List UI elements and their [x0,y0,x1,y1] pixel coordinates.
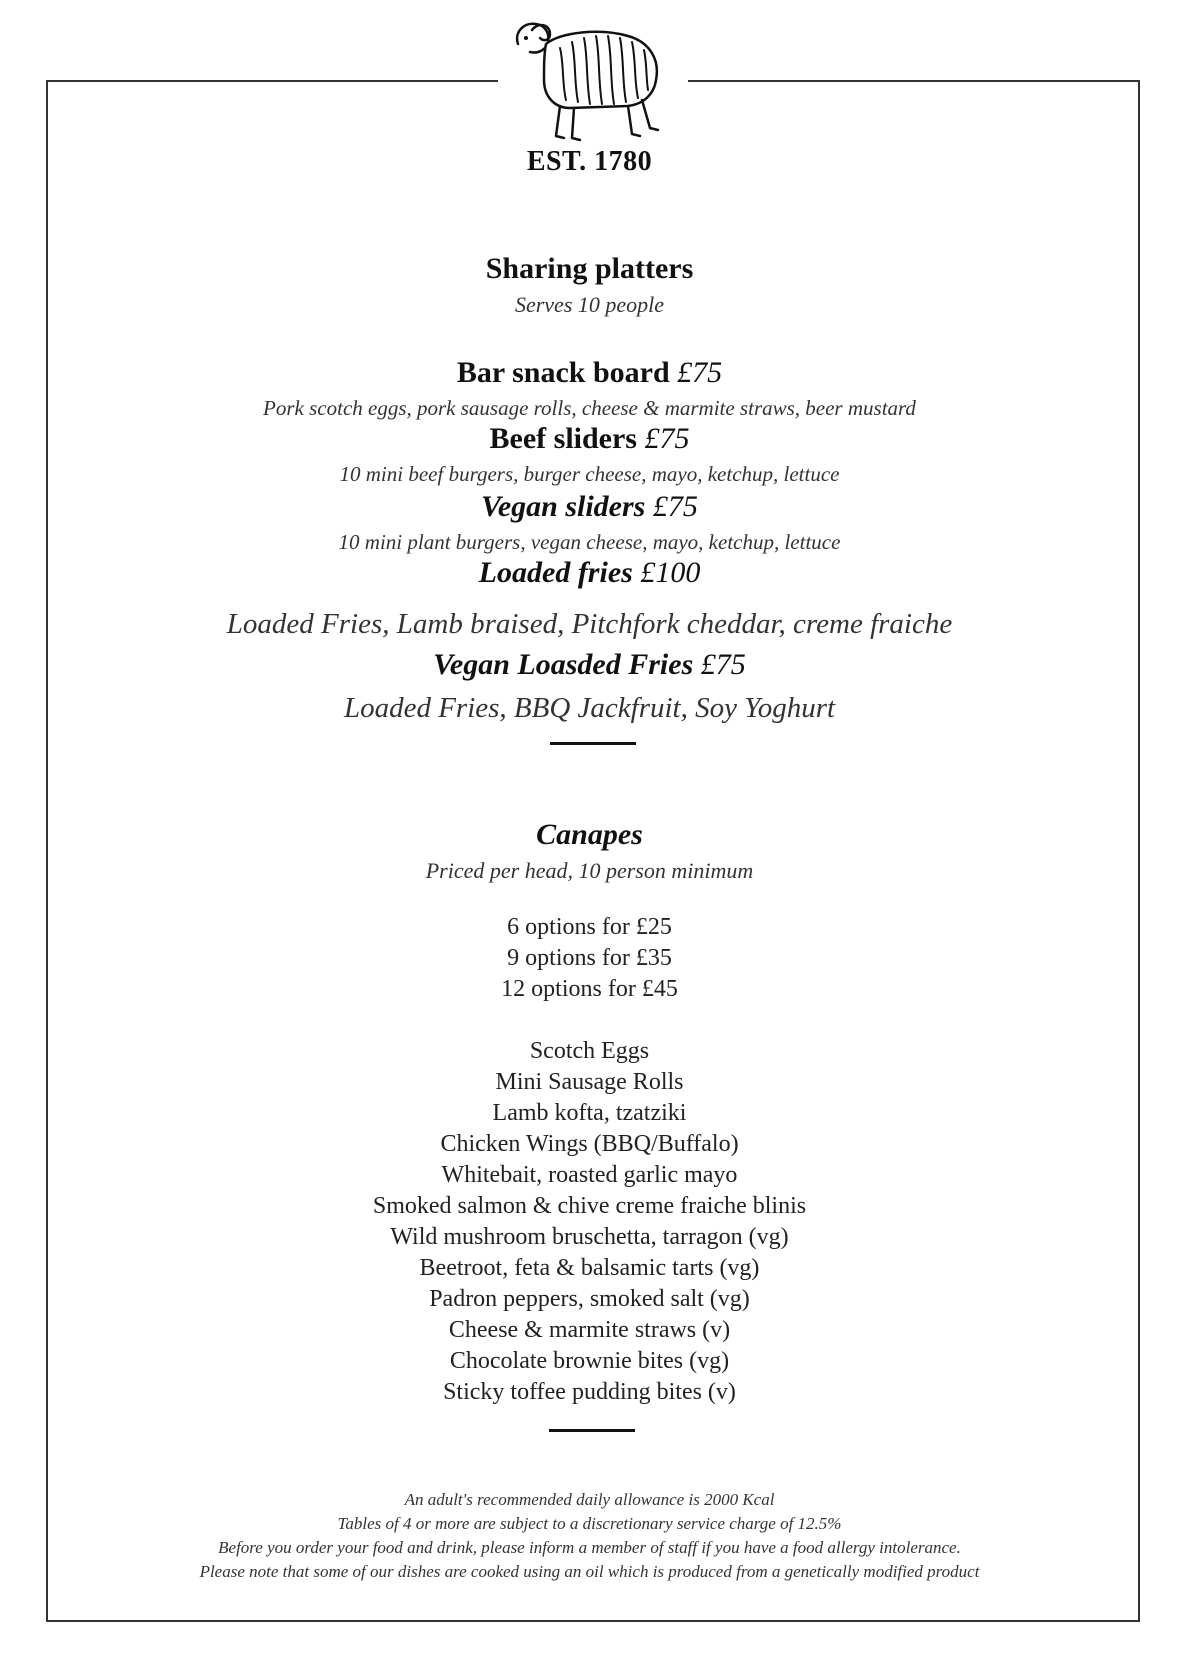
canape-item: Chicken Wings (BBQ/Buffalo) [440,1131,739,1157]
item-name: Vegan Loasded Fries [433,648,694,681]
canape-option: 9 options for £35 [507,945,672,971]
item-description: Loaded Fries, BBQ Jackfruit, Soy Yoghurt [343,692,836,724]
section-title-canapes: Canapes [536,818,643,851]
menu-item-beef-sliders [0,422,1179,456]
item-price: £100 [640,556,701,589]
item-description: 10 mini beef burgers, burger cheese, mayo, ketchup, lettuce [339,462,840,486]
section-subtitle-sharing: Serves 10 people [514,292,665,317]
footer-note: An adult's recommended daily allowance is 2000 Kcal [404,1490,775,1509]
canape-item: Sticky toffee pudding bites (v) [443,1379,736,1405]
frame-bottom [46,1620,1140,1622]
section-title-sharing: Sharing platters [485,252,694,285]
item-name: Vegan sliders [481,490,646,523]
item-name: Bar snack board [456,356,670,389]
canape-item: Whitebait, roasted garlic mayo [441,1162,738,1188]
item-price: £75 [700,648,746,681]
canape-item: Scotch Eggs [529,1038,650,1064]
item-price: £75 [644,422,690,455]
footer-note: Please note that some of our dishes are cooked using an oil which is produced from a genetically modified product [199,1562,980,1581]
item-price: £75 [677,356,723,389]
footer-note: Before you order your food and drink, please inform a member of staff if you have a food allergy intolerance. [218,1538,961,1557]
item-description: Loaded Fries, Lamb braised, Pitchfork cheddar, creme fraiche [226,608,953,640]
canape-item: Cheese & marmite straws (v) [448,1317,731,1343]
menu-item-vegan-sliders [0,490,1179,524]
menu-item-vegan-loaded-fries [0,648,1179,682]
frame-top-right [688,80,1140,82]
canape-item: Mini Sausage Rolls [495,1069,684,1095]
footer-note: Tables of 4 or more are subject to a discretionary service charge of 12.5% [337,1514,842,1533]
section-divider [549,1429,635,1432]
canape-item: Wild mushroom bruschetta, tarragon (vg) [390,1224,789,1250]
item-name: Loaded fries [478,556,633,589]
item-description: Pork scotch eggs, pork sausage rolls, cheese & marmite straws, beer mustard [263,396,916,420]
item-price: £75 [652,490,698,523]
canape-item: Lamb kofta, tzatziki [492,1100,687,1126]
item-description: 10 mini plant burgers, vegan cheese, mayo, ketchup, lettuce [338,530,841,554]
canape-option: 12 options for £45 [501,976,678,1002]
menu-item-loaded-fries [0,556,1179,590]
sheep-icon [510,14,670,149]
canape-item: Smoked salmon & chive creme fraiche blinis [372,1193,807,1219]
menu-item-bar-snack-board [0,356,1179,390]
section-subtitle-canapes: Priced per head, 10 person minimum [425,858,754,883]
canape-item: Chocolate brownie bites (vg) [449,1348,730,1374]
item-name: Beef sliders [489,422,637,455]
canape-item: Beetroot, feta & balsamic tarts (vg) [419,1255,760,1281]
frame-top-left [46,80,498,82]
est-label: EST. 1780 [526,146,653,177]
canape-item: Padron peppers, smoked salt (vg) [429,1286,750,1312]
section-divider [550,742,636,745]
canape-option: 6 options for £25 [507,914,672,940]
